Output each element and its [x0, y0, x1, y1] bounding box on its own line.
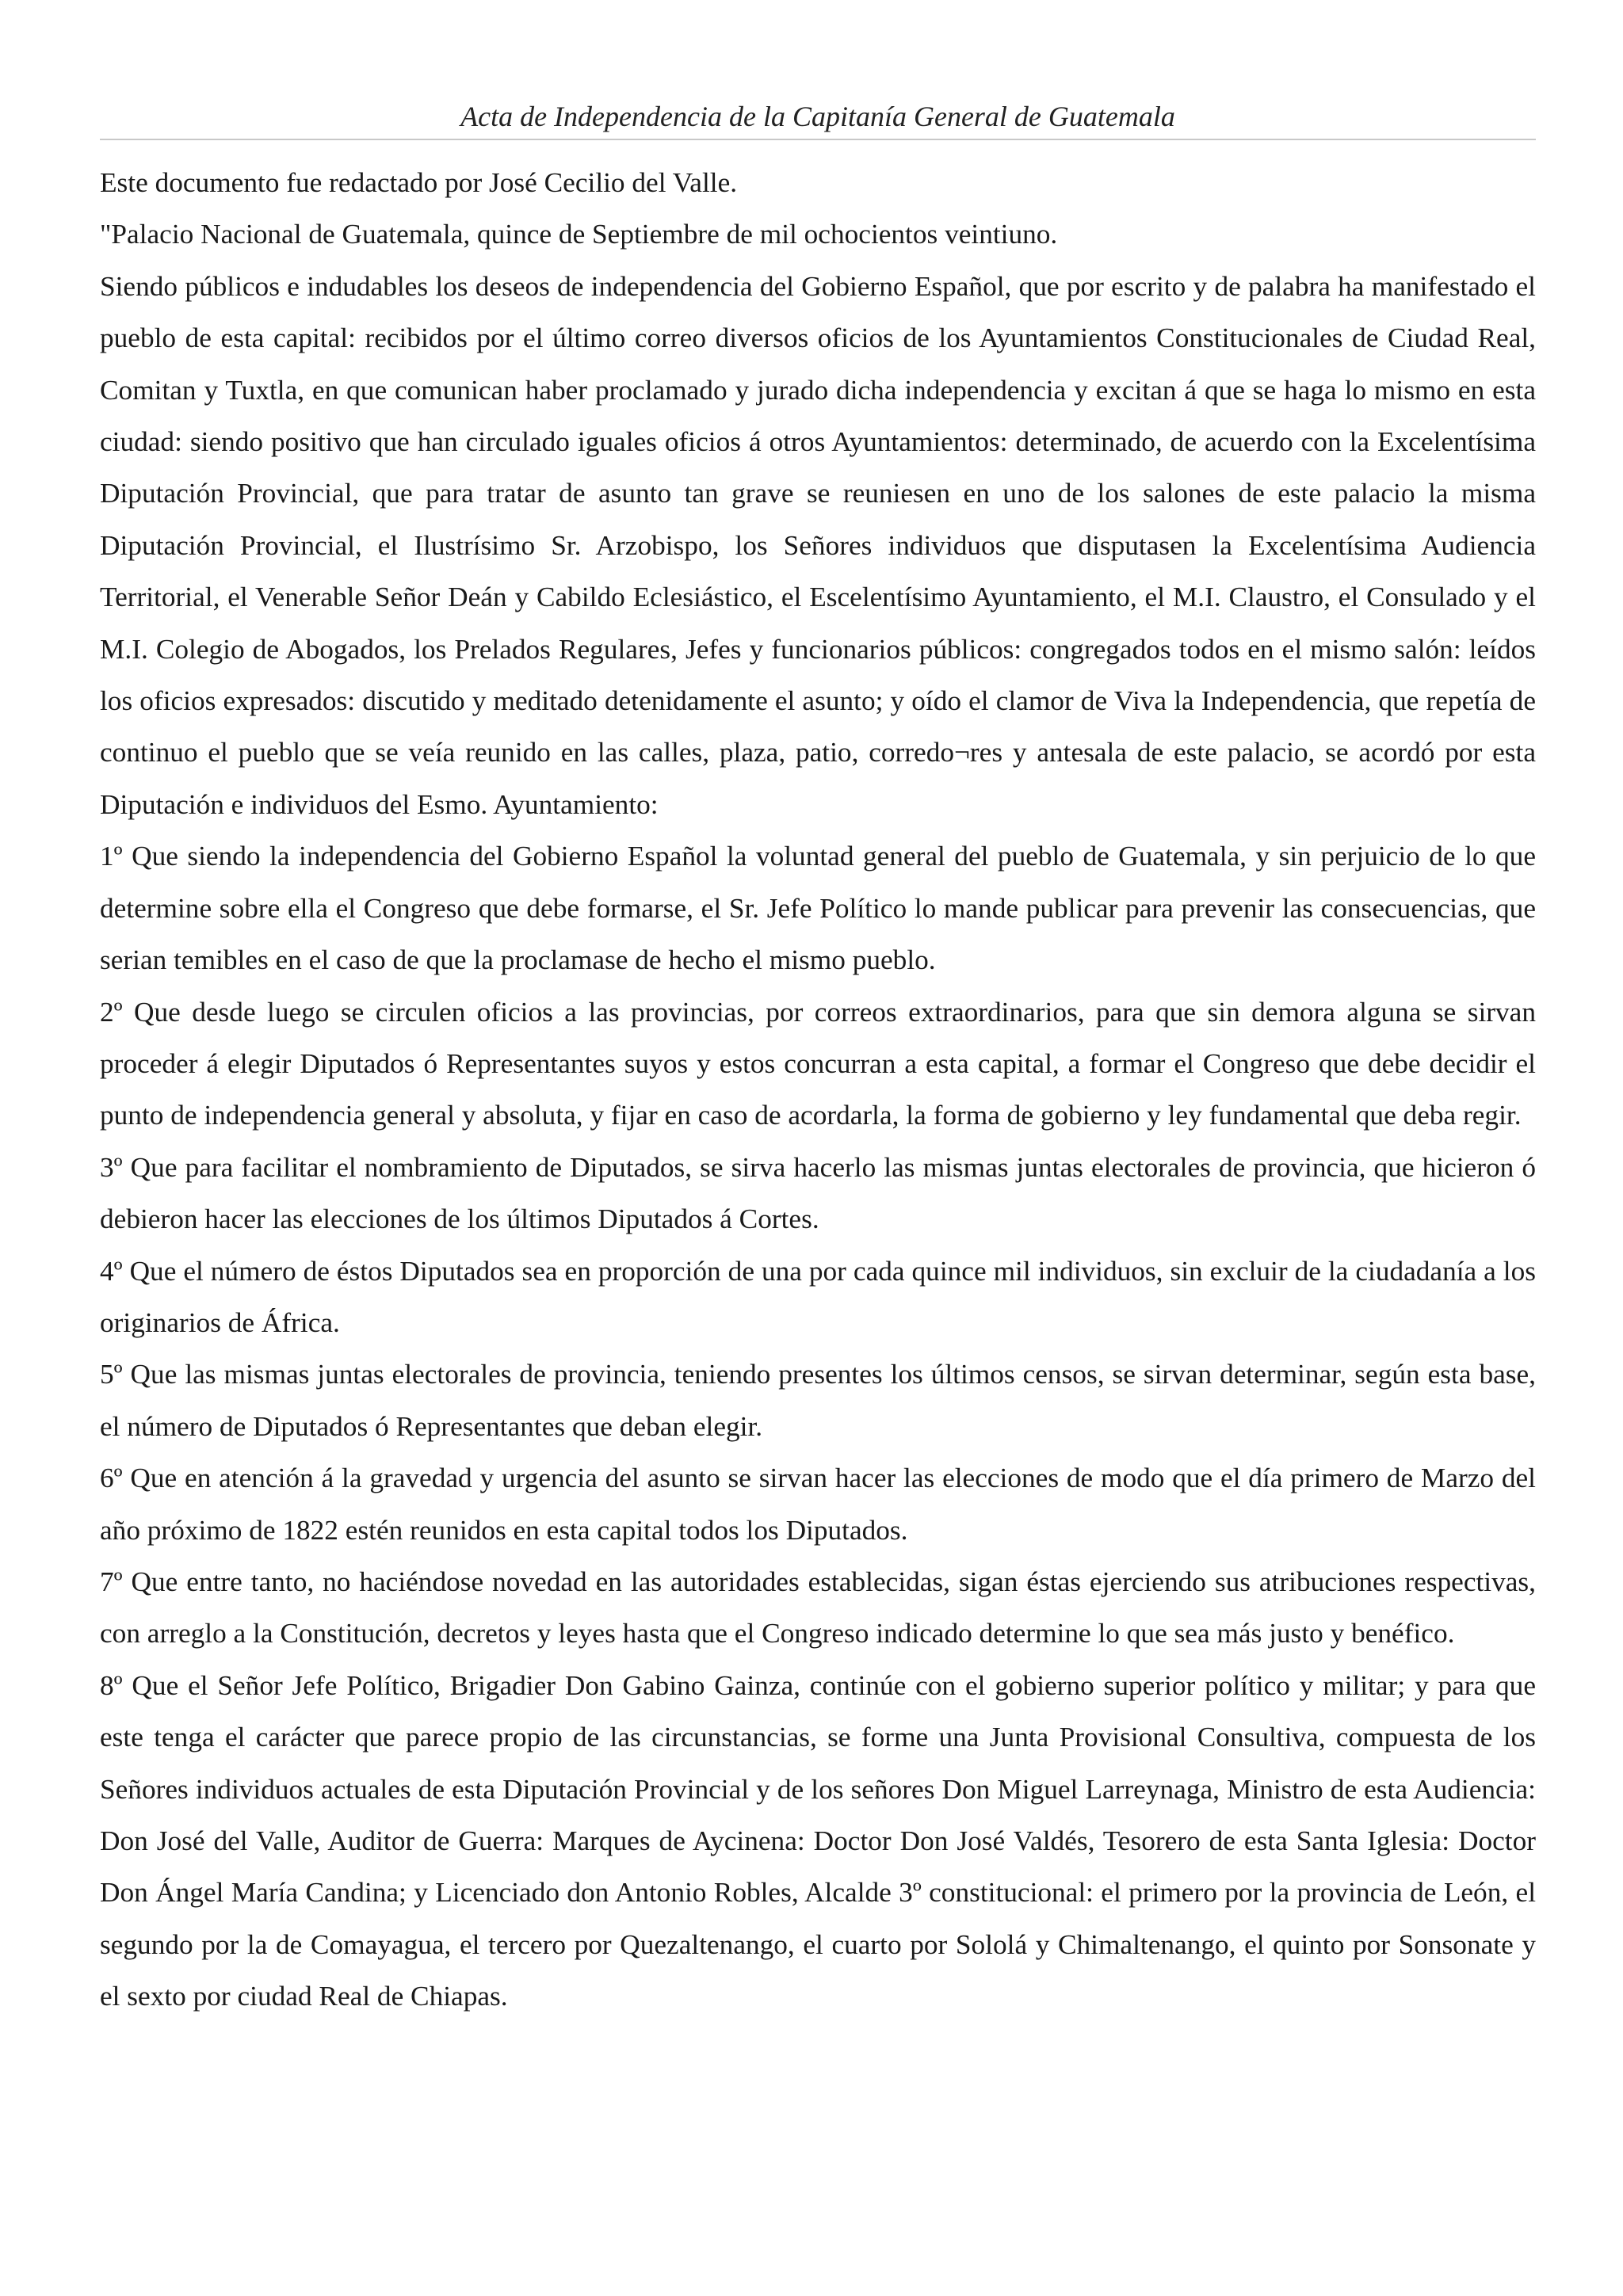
paragraph-article-8: 8º Que el Señor Jefe Político, Brigadier Don Gabino Gainza, continúe con el gobierno superior político y militar; y para que este tenga el carácter que parece propio de las circunstancias, se forme una Junta Provisional Consultiva, compuesta de los Señores individuos actuales de esta Diputación Provincial y de los señores Don Miguel Larreynaga, Ministro de esta Audiencia: Don José del Valle, Auditor de Guerra: Marques de Aycinena: Doctor Don José Valdés, Tesorero de esta Santa Iglesia: Doctor Don Ángel María Candina; y Licenciado don Antonio Robles, Alcalde 3º constitucional: el primero por la provincia de León, el segundo por la de Comayagua, el tercero por Quezaltenango, el cuarto por Sololá y Chimaltenango, el quinto por Sonsonate y el sexto por ciudad Real de Chiapas. — [100, 1669, 1536, 2012]
paragraph-article-5: 5º Que las mismas juntas electorales de provincia, teniendo presentes los últimos censos, se sirvan determinar, según esta base, el número de Diputados ó Representantes que deban elegir. — [100, 1359, 1536, 1442]
paragraph-preamble: Siendo públicos e indudables los deseos de independencia del Gobierno Español, que por escrito y de palabra ha manifestado el pueblo de esta capital: recibidos por el último correo diversos oficios de los Ayuntamientos Constitucionales de Ciudad Real, Comitan y Tuxtla, en que comunican haber proclamado y jurado dicha independencia y excitan á que se haga lo mismo en esta ciudad: siendo positivo que han circulado iguales oficios á otros Ayuntamientos: determinado, de acuerdo con la Excelentísima Diputación Provincial, que para tratar de asunto tan grave se reuniesen en uno de los salones de este palacio la misma Diputación Provincial, el Ilustrísimo Sr. Arzobispo, los Señores individuos que disputasen la Excelentísima Audiencia Territorial, el Venerable Señor Deán y Cabildo Eclesiástico, el Escelentísimo Ayuntamiento, el M.I. Claustro, el Consulado y el M.I. Colegio de Abogados, los Prelados Regulares, Jefes y funcionarios públicos: congregados todos en el mismo salón: leídos los oficios expresados: discutido y meditado detenidamente el asunto; y oído el clamor de Viva la Independencia, que repetía de continuo el pueblo que se veía reunido en las calles, plaza, patio, corredo¬res y antesala de este palacio, se acordó por esta Diputación e individuos del Esmo. Ayuntamiento: — [100, 270, 1536, 820]
document-body — [100, 157, 1536, 2023]
paragraph-article-3: 3º Que para facilitar el nombramiento de Diputados, se sirva hacerlo las mismas juntas electorales de provincia, que hicieron ó debieron hacer las elecciones de los últimos Diputados á Cortes. — [100, 1151, 1536, 1235]
page-header-title: Acta de Independencia de la Capitanía General de Guatemala — [460, 101, 1175, 132]
paragraph-article-2: 2º Que desde luego se circulen oficios a las provincias, por correos extraordinarios, para que sin demora alguna se sirvan proceder á elegir Diputados ó Representantes suyos y estos concurran a esta capital, a formar el Congreso que debe decidir el punto de independencia general y absoluta, y fijar en caso de acordarla, la forma de gobierno y ley fundamental que deba regir. — [100, 996, 1536, 1131]
paragraph-article-7: 7º Que entre tanto, no haciéndose novedad en las autoridades establecidas, sigan éstas ejerciendo sus atribuciones respectivas, con arreglo a la Constitución, decretos y leyes hasta que el Congreso indicado determine lo que sea más justo y benéfico. — [100, 1566, 1536, 1650]
paragraph-article-6: 6º Que en atención á la gravedad y urgencia del asunto se sirvan hacer las elecciones de modo que el día primero de Marzo del año próximo de 1822 estén reunidos en esta capital todos los Diputados. — [100, 1463, 1536, 1546]
paragraph-author-note: Este documento fue redactado por José Cecilio del Valle. — [100, 167, 738, 198]
header-rule — [100, 139, 1536, 140]
paragraph-article-4: 4º Que el número de éstos Diputados sea en proporción de una por cada quince mil individuos, sin excluir de la ciudadanía a los originarios de África. — [100, 1255, 1536, 1338]
paragraph-article-1: 1º Que siendo la independencia del Gobierno Español la voluntad general del pueblo de Guatemala, y sin perjuicio de lo que determine sobre ella el Congreso que debe formarse, el Sr. Jefe Político lo mande publicar para prevenir las consecuencias, que serian temibles en el caso de que la proclamase de hecho el mismo pueblo. — [100, 841, 1536, 976]
paragraph-dateline: "Palacio Nacional de Guatemala, quince de Septiembre de mil ochocientos veintiuno. — [100, 219, 1058, 250]
